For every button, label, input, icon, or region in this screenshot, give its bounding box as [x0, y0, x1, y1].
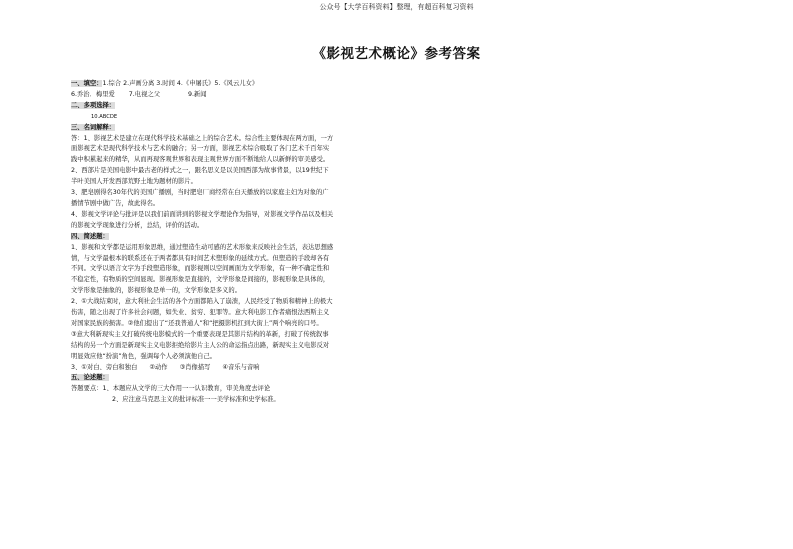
- short-answer-line: 文学形象是抽象的，影视形象是单一的，文学形象是多义的。: [71, 287, 242, 295]
- definition-line: 播情节剧中做广告，故此得名。: [71, 199, 160, 207]
- fill-in-answers-1: 1.综合 2.声画分离 3.时间 4.《申屠氏》5.《风云儿女》: [102, 80, 259, 87]
- definition-line: 4、影视文学评论与批评是以我们前面讲到的影视文学理论作为指导，对影视文学作品以及相关: [71, 210, 334, 218]
- short-answer-line: 对国家民族的损害。②他们提出了“还我普通人”和“把摄影机扛到大街上”两个响亮的口号。: [71, 319, 323, 327]
- header-note: 公众号【大学百科资料】整理，有超百科复习资料: [319, 3, 474, 11]
- multiple-choice-answer: 10.ABCDE: [91, 113, 118, 120]
- section-fill-in-line-2: [71, 90, 383, 101]
- section-heading-multiple-choice: 二、多项选择：: [71, 101, 116, 109]
- short-answer-line: 不同。文学以语言文字为手段塑造形象，而影视则以空间画面为文学形象，有一种不确定性和: [71, 265, 330, 273]
- essay-point-1: 答题要点：1、本题应从文学的三大作用一一认识教育，审美角度去评论: [71, 385, 271, 393]
- fill-in-answer-7: 7.电视之父: [128, 90, 160, 98]
- definition-line: 面影视艺术是现代科学技术与艺术的融合；另一方面，影视艺术综合吸取了各门艺术千百年实: [71, 145, 330, 153]
- short-answer-line: 情，与文学最根本的联系还在于两者都具有时间艺术塑形象的延续方式。但塑造的手段却各有: [71, 254, 330, 262]
- fill-in-answer-6: 6.乔治．梅里爱: [71, 90, 115, 98]
- fill-in-answer-9: 9.新闻: [188, 90, 207, 98]
- definition-line: 践中积累起来的精华，从而再现客观世界和表现主观世界方面不断地给人以新鲜的审美感受。: [71, 156, 330, 164]
- short-answer-3-item: ③肖像描写: [179, 363, 211, 371]
- short-answer-3-item: ②动作: [149, 363, 168, 371]
- definition-line: 2、西部片是美国电影中最古老的样式之一，跟名思义是以美国西部为故事背景，以19世纪下: [71, 167, 329, 175]
- short-answer-line-3: [71, 363, 383, 374]
- section-heading-essay: 五、论述题：: [71, 374, 109, 382]
- short-answer-line: 结构的另一个方面是新现实主义电影拒绝给影片主人公的命运指点出路，新现实主义电影反对: [71, 341, 330, 349]
- page-title: 《影视艺术概论》参考答案: [312, 46, 481, 62]
- short-answer-3-prefix: 3、①对白、旁白和独白: [71, 363, 138, 371]
- short-answer-line: 明显效应他“扮演”角色，强调每个人必须演他自己。: [71, 352, 217, 360]
- section-heading-short-answer: 四、简述题：: [71, 232, 109, 240]
- section-heading-definitions: 三、名词解释：: [71, 123, 116, 131]
- essay-point-2: 2、应注意马克思主义的批评标准一一美学标准和史学标准。: [112, 396, 280, 404]
- short-answer-line: 1、影视和文学都是运用形象思维，通过塑造生动可感的艺术形象来反映社会生活，表达思想感: [71, 243, 334, 251]
- answer-content: [71, 79, 383, 406]
- definition-line: 半叶美国人开发西部荒野土地为题材的影片。: [71, 178, 197, 186]
- definition-line: 3、肥皂剧得名30年代的美国广播剧，当时肥皂厂商经常在白天播放的以家庭主妇为对象的广: [71, 189, 329, 197]
- short-answer-line: 2、①大战结束时，意大利社会生活的各个方面都陷入了崩溃，人民经受了物质和精神上的极大: [71, 298, 333, 306]
- section-heading-fill-in: 一、填空：: [71, 80, 103, 87]
- section-fill-in-line-1: [71, 79, 383, 90]
- short-answer-line: 伤害，随之出现了许多社会问题，如失业、贫穷、犯罪等。意大利电影工作者痛恨法西斯主义: [71, 309, 330, 317]
- short-answer-line: 不稳定性，有物质的空间显现。影视形象是直接的，文学形象是间接的，影视形象是具体的，: [71, 276, 330, 284]
- short-answer-3-item: ④音乐与音响: [222, 363, 260, 371]
- definition-line: 的影视文学现象进行分析，总结，评价的活动。: [71, 221, 204, 229]
- short-answer-line: ③意大利新现实主义打破传统电影模式的一个重要表现是其影片结构的革新，打破了传统叙事: [71, 330, 329, 338]
- definition-line: 答：1、影视艺术是建立在现代科学技术基础之上的综合艺术。综合性主要体现在两方面，一方: [71, 134, 334, 142]
